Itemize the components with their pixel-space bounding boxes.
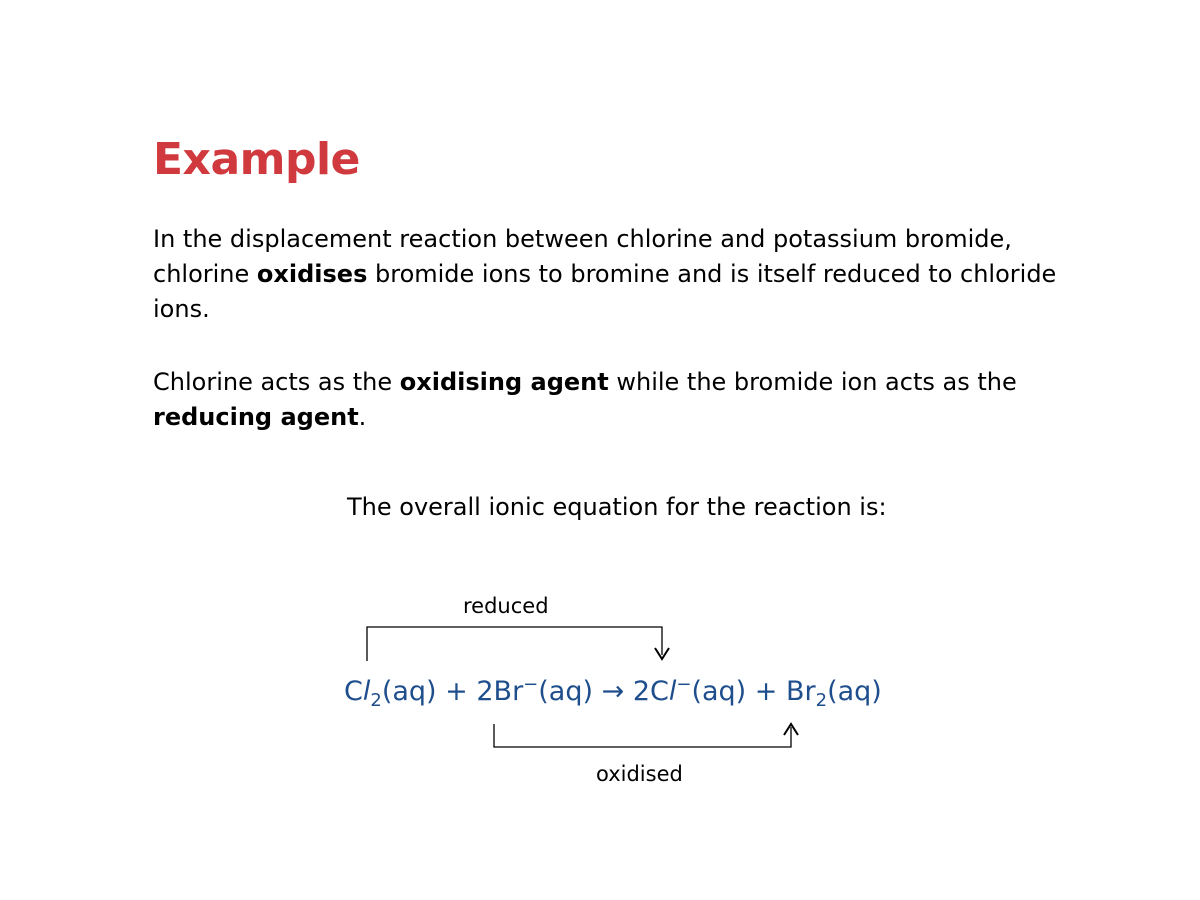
eq-minus2: − [676, 674, 692, 695]
para2-text-b: while the bromide ion acts as the [608, 368, 1017, 396]
eq-aq2: (aq) [538, 676, 602, 707]
eq-arrow-icon: → [601, 676, 625, 707]
para1-text-a: In the displacement reaction between chlorine and potassium bromide, chlorine [153, 225, 1012, 288]
slide-title: Example [153, 134, 360, 185]
eq-cl-l2: l [668, 676, 677, 707]
eq-cl-l: l [362, 676, 371, 707]
para1-bold-oxidises: oxidises [256, 260, 368, 288]
eq-aq1: (aq) + 2Br [381, 676, 524, 707]
eq-aq3: (aq) + Br [691, 676, 816, 707]
eq-aq4: (aq) [827, 676, 882, 707]
para2-text-a: Chlorine acts as the [153, 368, 400, 396]
ionic-equation [344, 672, 882, 712]
label-oxidised: oxidised [596, 762, 683, 786]
para1-text-b: bromide ions to bromine and is itself reduced to chloride ions. [153, 260, 1057, 323]
para2-bold-oxidising-agent: oxidising agent [399, 368, 609, 396]
eq-sub-2a: 2 [370, 690, 382, 711]
para2-bold-reducing-agent: reducing agent [153, 403, 359, 431]
para2-text-c: . [358, 403, 367, 431]
label-reduced: reduced [463, 594, 549, 618]
eq-coef-2: 2C [624, 676, 669, 707]
eq-minus1: − [523, 674, 539, 695]
oxidised-bracket [494, 724, 798, 747]
equation-intro: The overall ionic equation for the reaction is: [347, 493, 887, 521]
eq-sub-2b: 2 [815, 690, 828, 711]
eq-cl-C: C [344, 676, 363, 707]
reduced-bracket [367, 627, 669, 661]
